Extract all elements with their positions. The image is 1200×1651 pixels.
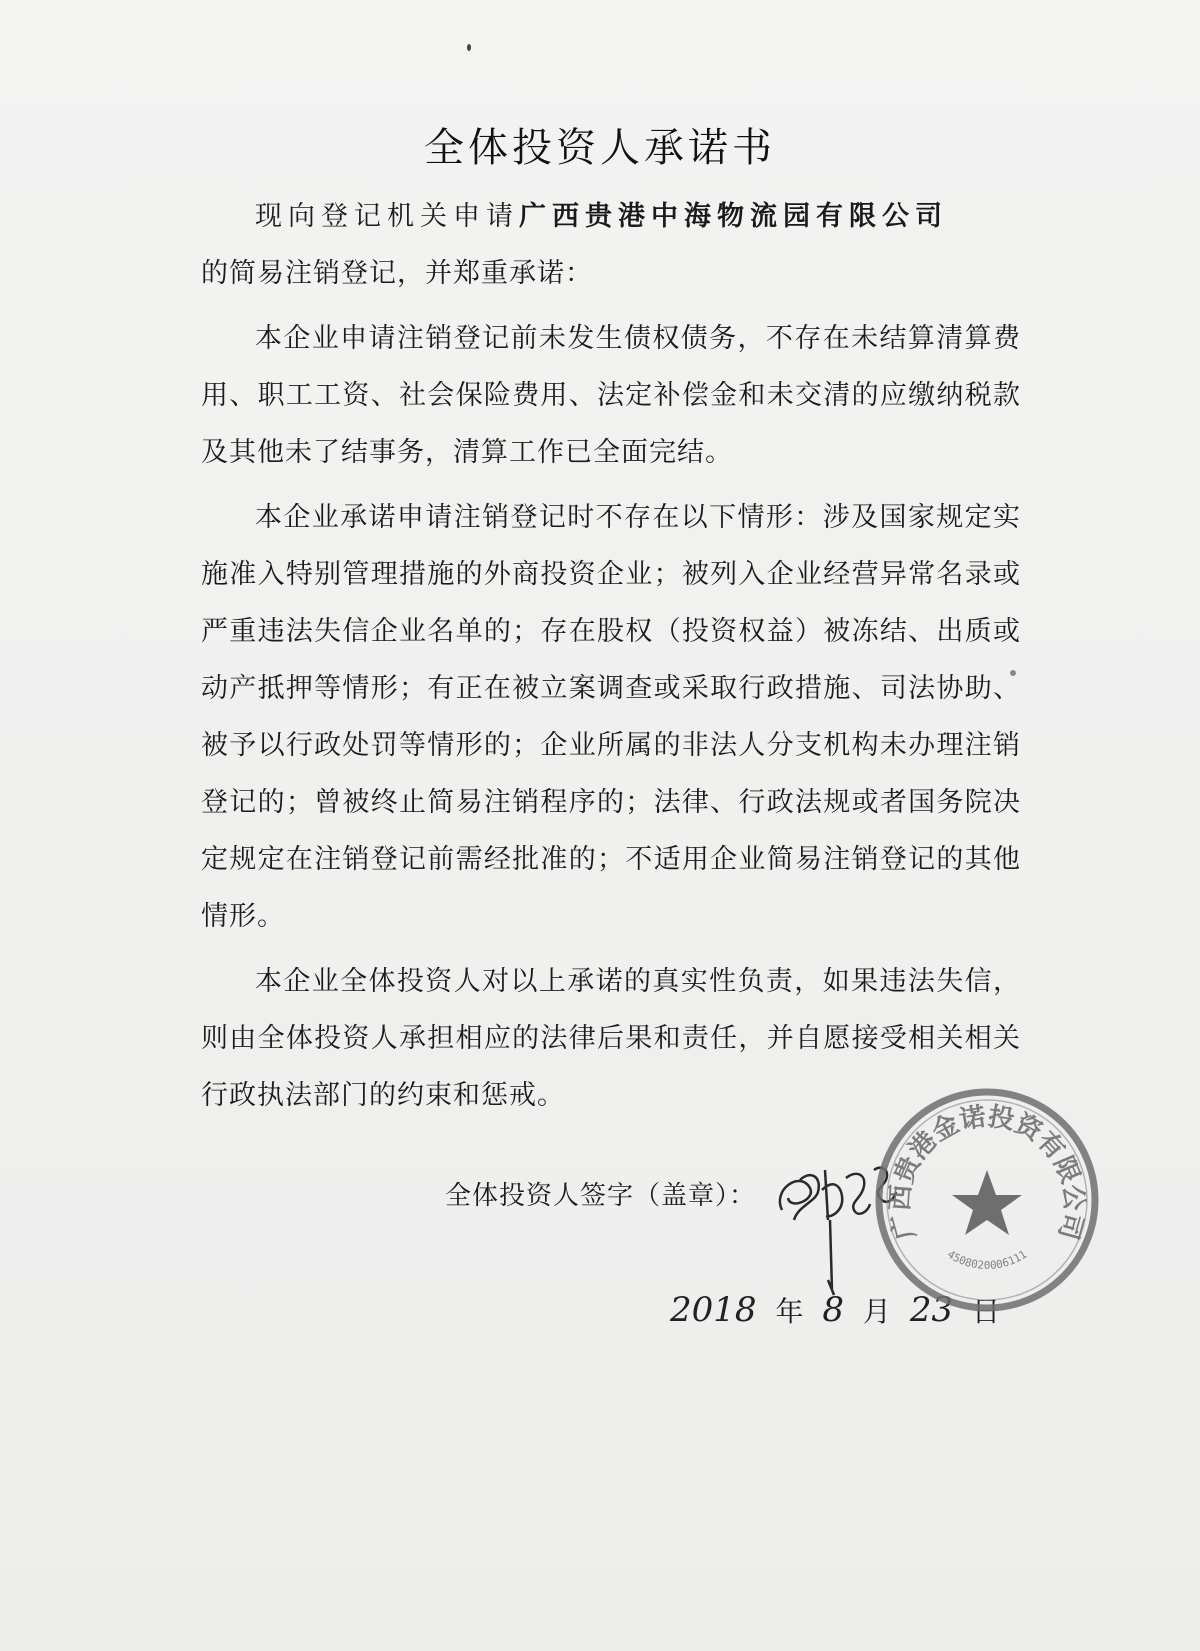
company-name: 广西贵港中海物流园有限公司	[519, 201, 948, 232]
document-body	[201, 188, 1021, 1132]
seal-star-icon	[952, 1170, 1022, 1235]
paragraph-conditions: 本企业承诺申请注销登记时不存在以下情形：涉及国家规定实施准入特别管理措施的外商投资企业；被列入企业经营异常名录或严重违法失信企业名单的；存在股权（投资权益）被冻结、出质或动产抵押等情形；有正在被立案调查或采取行政措施、司法协助、被予以行政处罚等情形的；企业所属的非法人分支机构未办理注销登记的；曾被终止简易注销程序的；法律、行政法规或者国务院决定规定在注销登记前需经批准的；不适用企业简易注销登记的其他情形。	[201, 502, 1021, 932]
seal-serial	[945, 1248, 1029, 1272]
signature-label: 全体投资人签字（盖章）：	[445, 1181, 757, 1211]
intro-prefix: 现向登记机关申请	[255, 201, 519, 232]
seal-text-path: 广西贵港金诺投资有限公司	[885, 1101, 1089, 1243]
paragraph-responsibility: 本企业全体投资人对以上承诺的真实性负责，如果违法失信，则由全体投资人承担相应的法律后果和责任，并自愿接受相关相关行政执法部门的约束和惩戒。	[201, 966, 1021, 1111]
date-day: 23	[909, 1290, 954, 1330]
date-day-unit: 日	[972, 1295, 1001, 1328]
company-seal	[872, 1085, 1102, 1315]
date-month: 8	[822, 1290, 844, 1330]
intro-suffix: 的简易注销登记，并郑重承诺：	[201, 258, 593, 289]
seal-serial-path: 4508020006111	[944, 1247, 1030, 1272]
paper-speck	[467, 44, 471, 51]
intro-paragraph	[201, 188, 1021, 245]
paragraph-clearance: 本企业申请注销登记前未发生债权债务，不存在未结算清算费用、职工工资、社会保险费用、法定补偿金和未交清的应缴纳税款及其他未了结事务，清算工作已全面完结。	[201, 323, 1021, 468]
date-year: 2018	[670, 1290, 757, 1330]
document-title: 全体投资人承诺书	[424, 125, 776, 171]
date-month-unit: 月	[862, 1295, 891, 1328]
date-year-unit: 年	[775, 1295, 804, 1328]
